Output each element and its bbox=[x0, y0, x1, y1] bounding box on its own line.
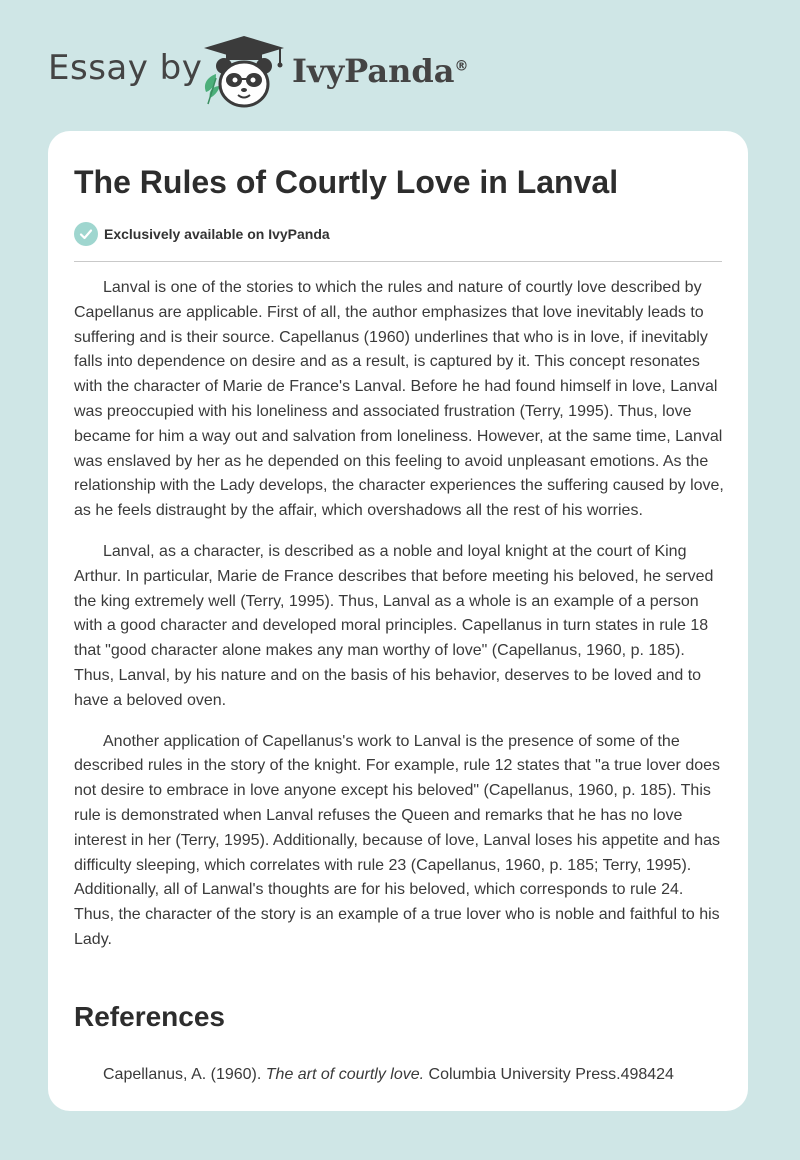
exclusive-badge-label: Exclusively available on IvyPanda bbox=[104, 226, 330, 242]
check-icon bbox=[74, 222, 98, 246]
reference-title: The art of courtly love. bbox=[265, 1066, 425, 1083]
divider bbox=[74, 261, 722, 262]
essay-by-label: Essay by bbox=[48, 48, 203, 88]
references-heading: References bbox=[74, 1001, 225, 1032]
reference-authors: Capellanus, A. (1960). bbox=[103, 1066, 266, 1083]
essay-card bbox=[48, 131, 748, 1111]
reference-publisher: Columbia University Press.498424 bbox=[424, 1066, 674, 1083]
essay-body bbox=[74, 276, 726, 969]
paragraph: Another application of Capellanus's work to Lanval is the presence of some of the described rules in the story of the knight. For example, rule 12 states that "a true lover does not desire to embrace in love anyone except his beloved" (Capellanus, 1960, p. 185). This rule is demonstrated when Lanval refuses the Queen and remarks that he has no love interest in her (Terry, 1995). Additionally, because of love, Lanval loses his appetite and has difficulty sleeping, which correlates with rule 23 (Capellanus, 1960, p. 185; Terry, 1995). Additionally, all of Lanwal's thoughts are for his beloved, which corresponds to rule 24. Thus, the character of the story is an example of a true lover who is noble and faithful to his Lady. bbox=[74, 732, 721, 948]
paragraph: Lanval is one of the stories to which the rules and nature of courtly love described by Capellanus are applicable. First of all, the author emphasizes that love inevitably leads to suffering and is their source. Capellanus (1960) underlines that who is in love, if inevitably falls into dependence on desire and as a result, is captured by it. This concept resonates with the character of Marie de France's Lanval. Before he had found himself in love, Lanval was preoccupied with his loneliness and associated frustration (Terry, 1995). Thus, love became for him a way out and salvation from loneliness. However, at the same time, Lanval was enslaved by her as he depended on this feeling to avoid unpleasant emotions. As the relationship with the Lady develops, the character experiences the suffering caused by love, as he feels distraught by the affair, which overshadows all the rest of his worries. bbox=[74, 279, 724, 520]
panda-logo-icon bbox=[200, 34, 288, 110]
brand-name: IvyPanda® bbox=[292, 52, 469, 90]
site-header bbox=[48, 30, 748, 110]
exclusive-badge bbox=[74, 220, 330, 248]
paragraph: Lanval, as a character, is described as a noble and loyal knight at the court of King Arthur. In particular, Marie de France describes that before meeting his beloved, he served the king extremely well (Terry, 1995). Thus, Lanval as a whole is an example of a person with a good character and developed moral principles. Capellanus in turn states in rule 18 that "good character alone makes any man worthy of love" (Capellanus, 1960, p. 185). Thus, Lanval, by his nature and on the basis of his behavior, deserves to be loved and to have a beloved oven. bbox=[74, 542, 714, 709]
page-title: The Rules of Courtly Love in Lanval bbox=[74, 164, 619, 200]
reference-item bbox=[103, 1064, 733, 1086]
